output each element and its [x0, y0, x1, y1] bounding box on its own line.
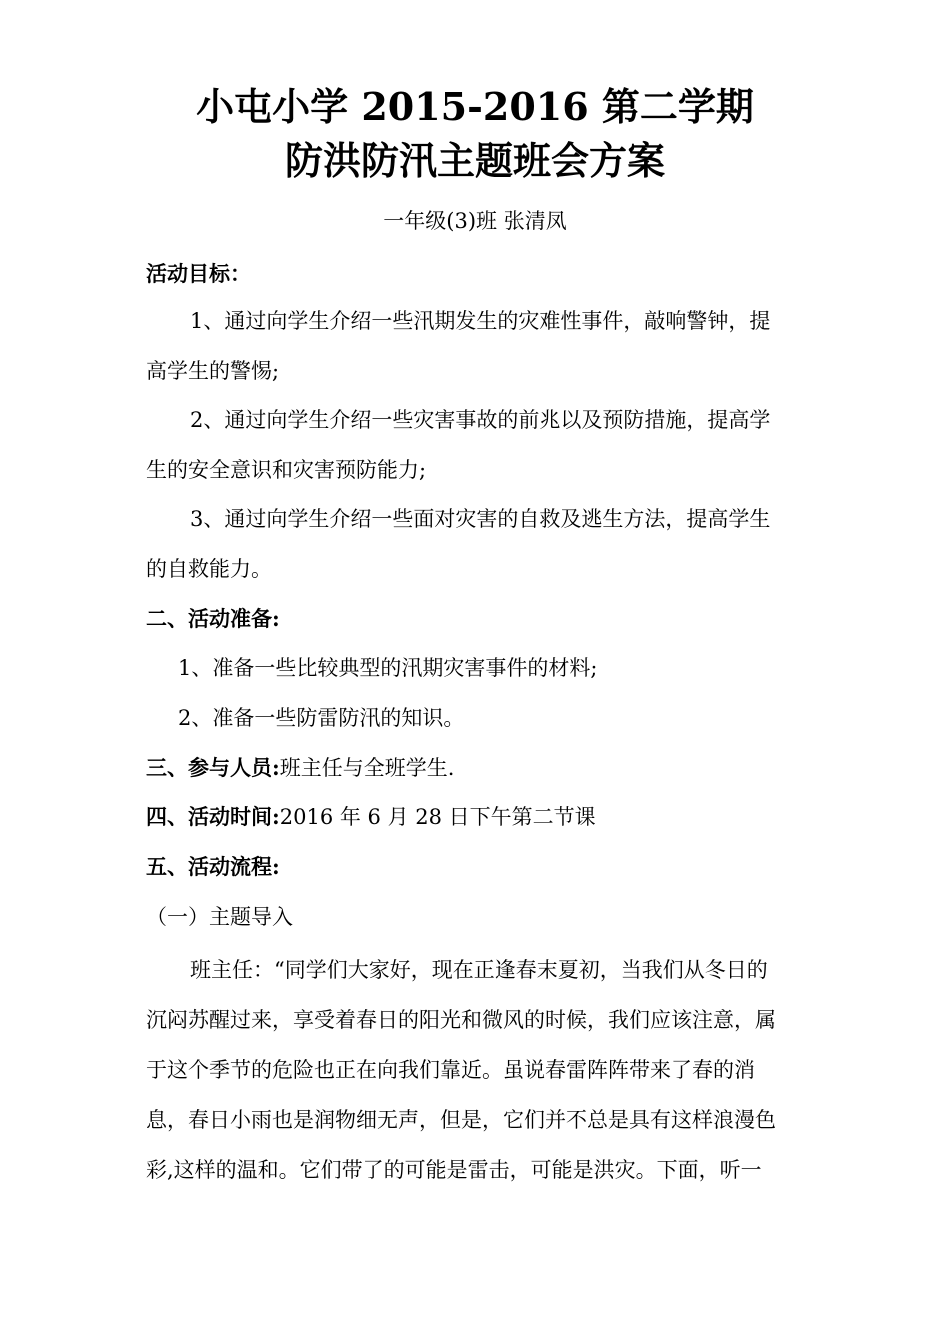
goal1-line1: 1、通过向学生介绍一些汛期发生的灾难性事件，敲响警钟，提 [190, 309, 771, 333]
paragraph-line-2: 沉闷苏醒过来，享受着春日的阳光和微风的时候，我们应该注意，属 [146, 1008, 776, 1032]
goal1-line2: 高学生的警惕; [146, 359, 280, 383]
paragraph-line-4: 息，春日小雨也是润物细无声，但是，它们并不总是具有这样浪漫色 [146, 1108, 776, 1132]
document-title-line2: 防洪防汛主题班会方案 [284, 138, 665, 183]
byline: 一年级(3)班 张清凤 [383, 209, 567, 233]
process-heading: 五、活动流程: [146, 854, 280, 879]
participants-value: 班主任与全班学生. [279, 756, 455, 780]
subheading-intro: （一）主题导入 [146, 905, 293, 929]
participants-label: 三、参与人员: [146, 755, 280, 780]
goal3-line1: 3、通过向学生介绍一些面对灾害的自救及逃生方法，提高学生 [190, 507, 771, 531]
paragraph-line-5: 彩,这样的温和。它们带了的可能是雷击，可能是洪灾。下面，听一 [146, 1158, 762, 1182]
goal2-line2: 生的安全意识和灾害预防能力; [146, 458, 427, 482]
goal2-line1: 2、通过向学生介绍一些灾害事故的前兆以及预防措施，提高学 [190, 408, 771, 432]
time-label: 四、活动时间: [146, 804, 280, 829]
prep-heading: 二、活动准备: [146, 606, 280, 631]
prep-item-2: 2、准备一些防雷防汛的知识。 [178, 706, 465, 730]
paragraph-line-3: 于这个季节的危险也正在向我们靠近。虽说春雷阵阵带来了春的消 [146, 1058, 755, 1082]
goal3-line2: 的自救能力。 [146, 557, 272, 581]
time-row [146, 803, 596, 831]
goals-heading: 活动目标： [146, 261, 251, 286]
prep-item-1: 1、准备一些比较典型的汛期灾害事件的材料; [178, 656, 598, 680]
paragraph-line-1: 班主任：“同学们大家好，现在正逢春末夏初，当我们从冬日的 [190, 958, 768, 982]
participants-row [146, 754, 454, 782]
time-value: 2016 年 6 月 28 日下午第二节课 [279, 805, 596, 829]
document-title-line1: 小屯小学 2015-2016 第二学期 [196, 84, 754, 129]
